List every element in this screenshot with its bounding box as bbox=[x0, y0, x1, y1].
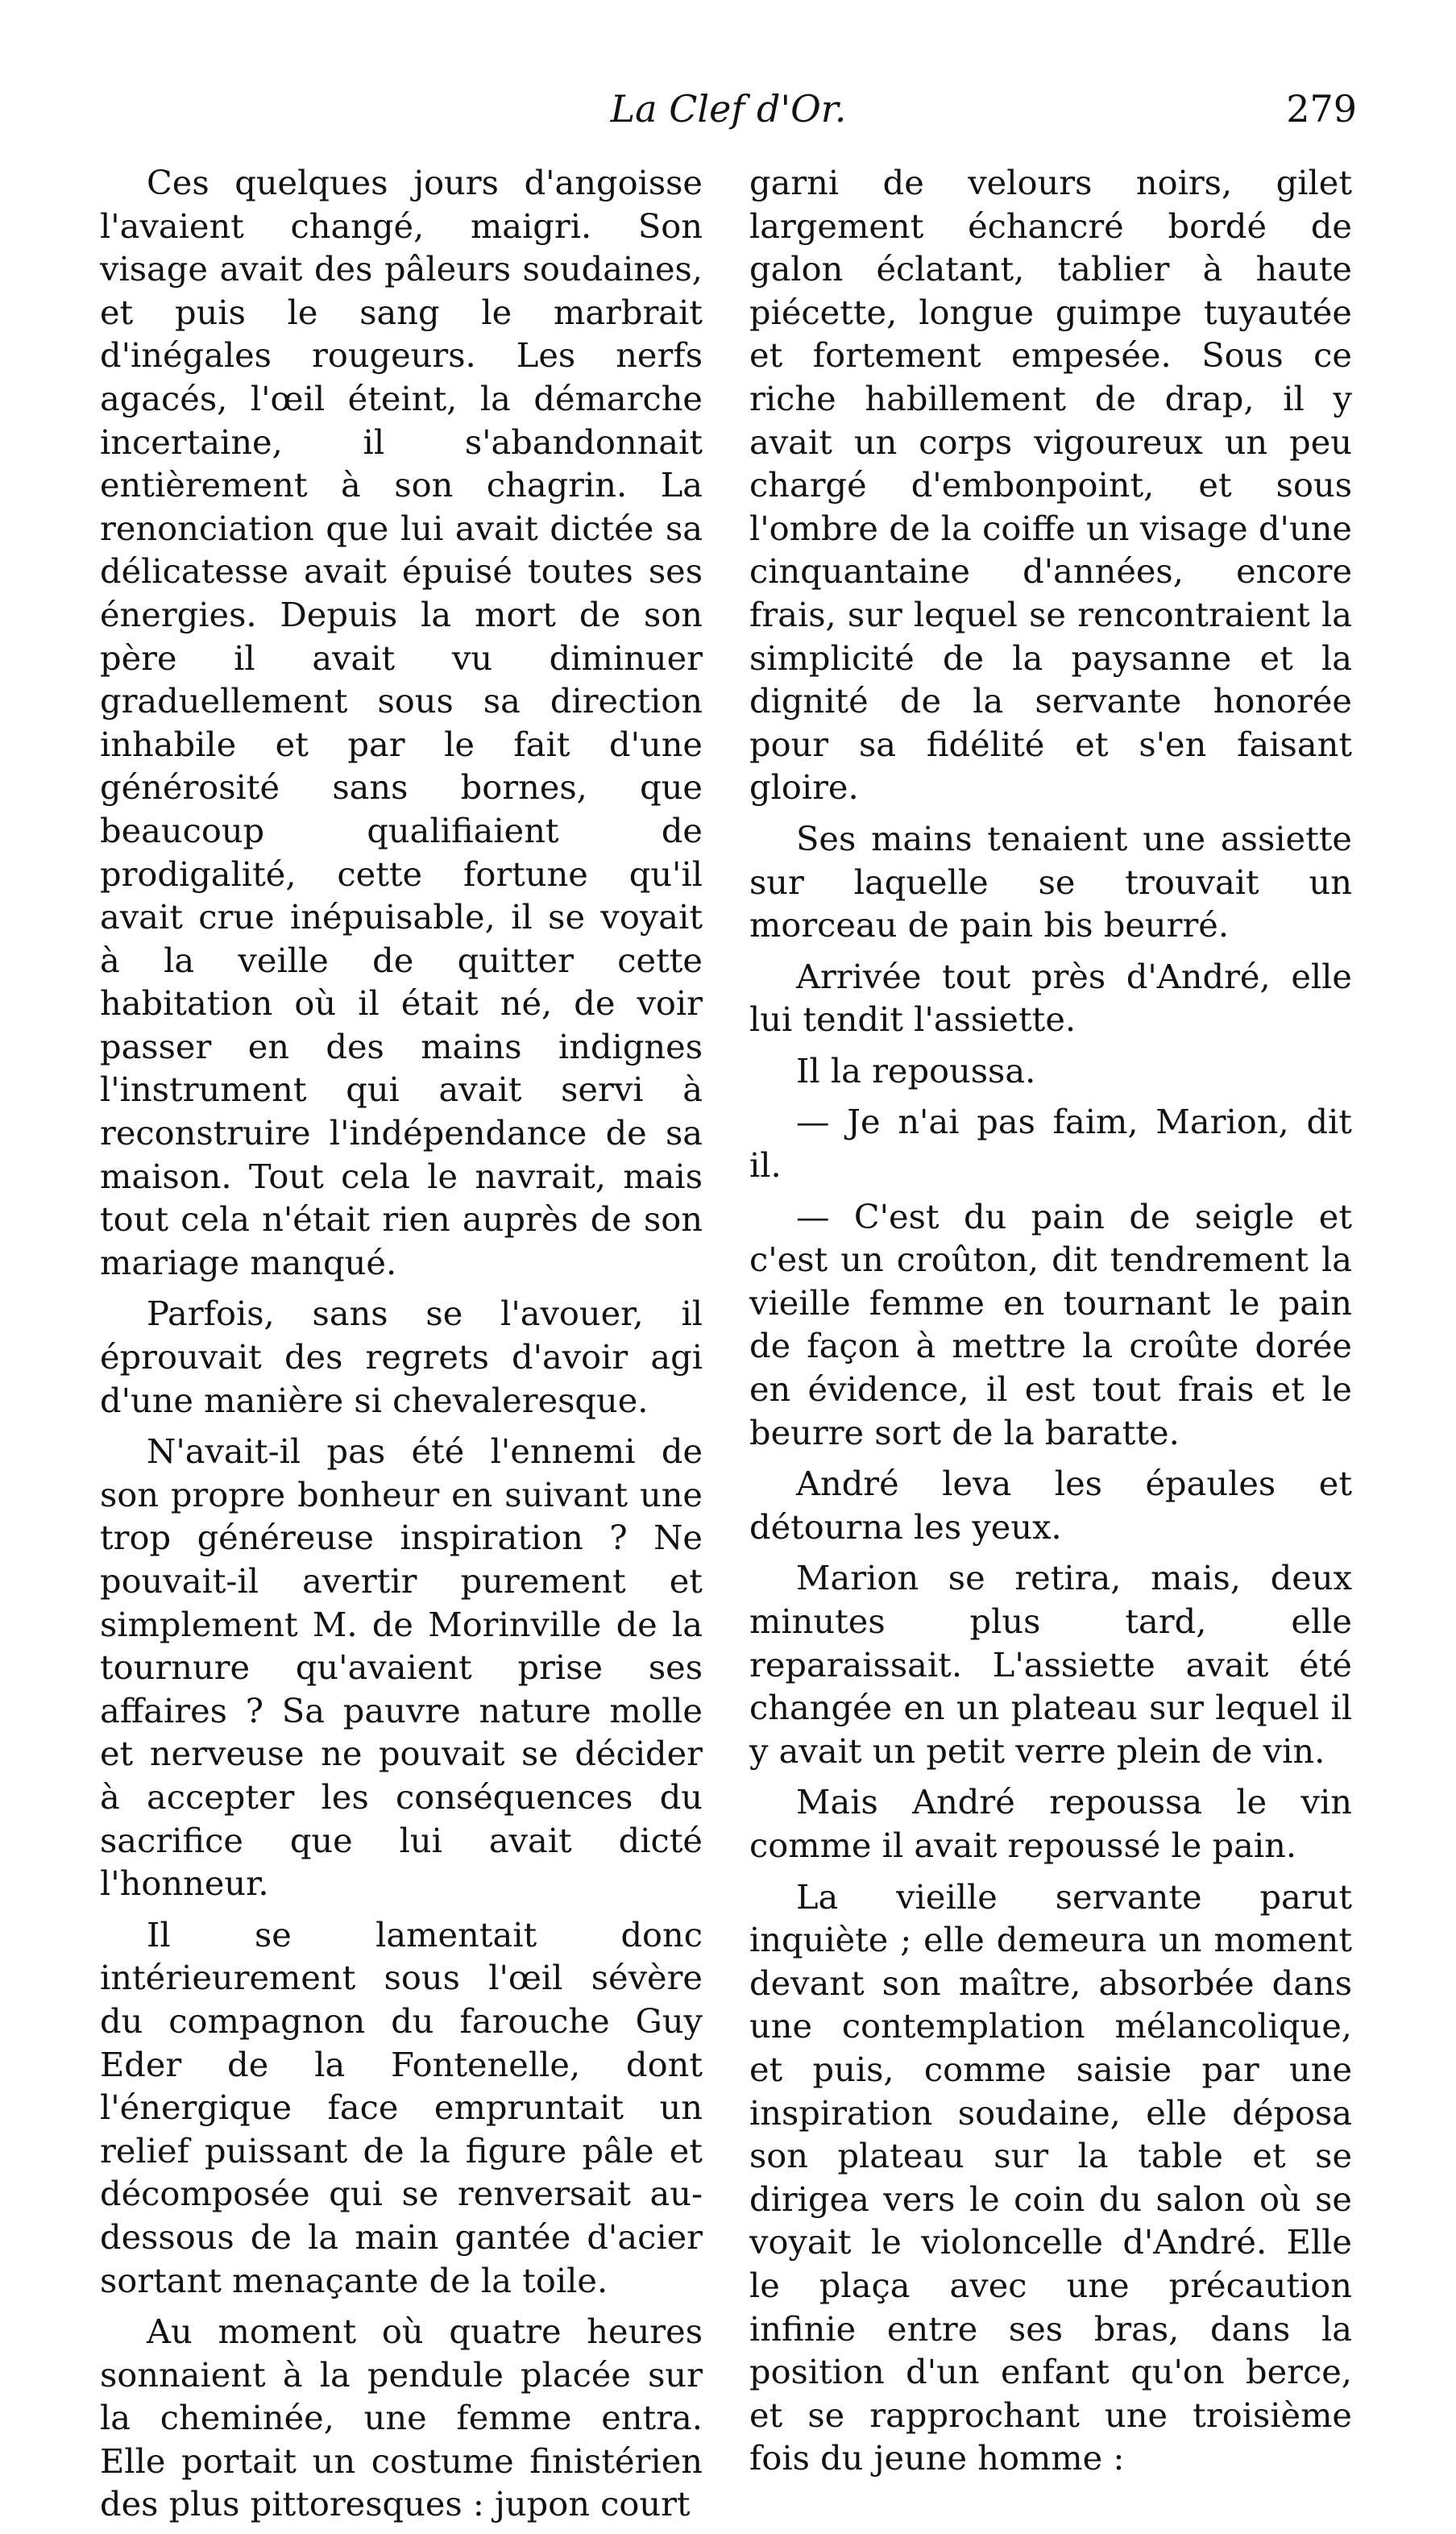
paragraph-continuation: garni de velours noirs, gilet largement échancré bordé de galon éclatant, tablier à haute piécette, longue guimpe tuyautée et fortement empesée. Sous ce riche habillement de drap, il y avait un corps vigoureux un peu chargé d'embonpoint, et sous l'ombre de la coiffe un visage d'une cinquantaine d'années, encore frais, sur lequel se rencontraient la simplicité de la paysanne et la dignité de la servante honorée pour sa fidélité et s'en faisant gloire. bbox=[749, 163, 1352, 808]
paragraph: N'avait-il pas été l'ennemi de son propre bonheur en suivant une trop généreuse inspiration ? Ne pouvait-il avertir purement et simplement M. de Morinville de la tournure qu'avaient prise ses affaires ? Sa pauvre nature molle et nerveuse ne pouvait se décider à accepter les conséquences du sacrifice que lui avait dicté l'honneur. bbox=[100, 1431, 703, 1904]
paragraph: Mais André repoussa le vin comme il avait repoussé le pain. bbox=[749, 1782, 1352, 1865]
paragraph: Parfois, sans se l'avouer, il éprouvait des regrets d'avoir agi d'une manière si chevaleresque. bbox=[100, 1294, 703, 1420]
paragraph: Il la repoussa. bbox=[796, 1050, 1036, 1090]
dialogue-line: — C'est du pain de seigle et c'est un croûton, dit tendrement la vieille femme en tournant le pain de façon à mettre la croûte dorée en évidence, il est tout frais et le beurre sort de la baratte. bbox=[749, 1196, 1352, 1452]
dialogue-line: — Je n'ai pas faim, Marion, dit il. bbox=[749, 1102, 1352, 1186]
page-number: 279 bbox=[1286, 87, 1357, 131]
running-title: La Clef d'Or. bbox=[610, 87, 847, 131]
left-column bbox=[100, 161, 703, 2534]
paragraph: Ces quelques jours d'angoisse l'avaient changé, maigri. Son visage avait des pâleurs soudaines, et puis le sang le marbrait d'inégales rougeurs. Les nerfs agacés, l'œil éteint, la démarche incertaine, il s'abandonnait entièrement à son chagrin. La renonciation que lui avait dictée sa délicatesse avait épuisé toutes ses énergies. Depuis la mort de son père il avait vu diminuer graduellement sous sa direction inhabile et par le fait d'une générosité sans bornes, que beaucoup qualifiaient de prodigalité, cette fortune qu'il avait crue inépuisable, il se voyait à la veille de quitter cette habitation où il était né, de voir passer en des mains indignes l'instrument qui avait servi à reconstruire l'indépendance de sa maison. Tout cela le navrait, mais tout cela n'était rien auprès de son mariage manqué. bbox=[100, 163, 703, 1282]
paragraph: Marion se retira, mais, deux minutes plus tard, elle reparaissait. L'assiette avait été changée en un plateau sur lequel il y avait un petit verre plein de vin. bbox=[749, 1558, 1352, 1771]
page-header bbox=[100, 87, 1357, 143]
right-column bbox=[749, 161, 1352, 2488]
paragraph: Au moment où quatre heures sonnaient à la pendule placée sur la cheminée, une femme entra. Elle portait un costume finistérien des plus pittoresques : jupon court bbox=[100, 2312, 703, 2524]
paragraph: Arrivée tout près d'André, elle lui tendit l'assiette. bbox=[749, 956, 1352, 1040]
paragraph: André leva les épaules et détourna les yeux. bbox=[749, 1464, 1352, 1547]
paragraph: Il se lamentait donc intérieurement sous l'œil sévère du compagnon du farouche Guy Eder de la Fontenelle, dont l'énergique face empruntait un relief puissant de la figure pâle et décomposée qui se renversait au-dessous de la main gantée d'acier sortant menaçante de la toile. bbox=[100, 1914, 703, 2300]
paragraph: Ses mains tenaient une assiette sur laquelle se trouvait un morceau de pain bis beurré. bbox=[749, 818, 1352, 945]
paragraph: La vieille servante parut inquiète ; elle demeura un moment devant son maître, absorbée dans une contemplation mélancolique, et puis, comme saisie par une inspiration soudaine, elle déposa son plateau sur la table et se dirigea vers le coin du salon où se voyait le violoncelle d'André. Elle le plaça avec une précaution infinie entre ses bras, dans la position d'un enfant qu'on berce, et se rapprochant une troisième fois du jeune homme : bbox=[749, 1876, 1352, 2478]
